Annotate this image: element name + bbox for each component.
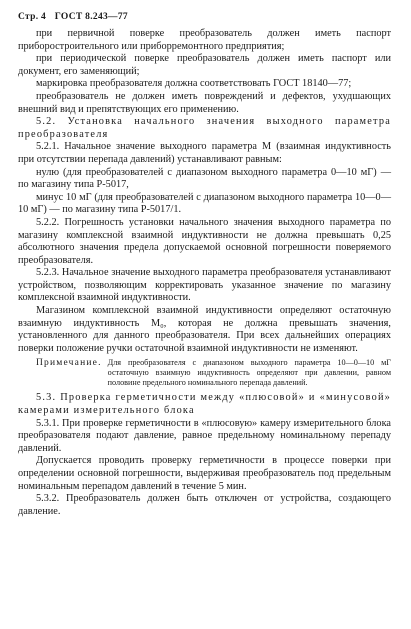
paragraph: при периодической поверке преобразователь должен иметь паспорт или документ, его заменяющий; [18, 53, 391, 77]
section-heading: 5.2. Установка начального значения выходного параметра преобразователя [18, 116, 391, 140]
paragraph: 5.3.2. Преобразователь должен быть отключен от устройства, создающего давление. [18, 493, 391, 517]
paragraph: преобразователь не должен иметь повреждений и дефектов, ухудшающих внешний вид и препятствующих его применению. [18, 90, 391, 115]
paragraph: минус 10 мГ (для преобразователей с диапазоном выходного параметра 10—0—10 мГ) — по магазину типа Р-5017/1. [18, 191, 391, 216]
note-label: Примечание. [36, 358, 102, 369]
section-heading: 5.3. Проверка герметичности между «плюсовой» и «минусовой» камерами измерительного блока [18, 392, 391, 417]
note [18, 358, 391, 388]
paragraph: нулю (для преобразователей с диапазоном выходного параметра 0—10 мГ) — по магазину типа Р-5017, [18, 166, 391, 191]
page-header [18, 12, 391, 22]
paragraph: при первичной поверке преобразователь должен иметь паспорт приборостроительного или приборремонтного предприятия; [18, 28, 391, 52]
standard-code: ГОСТ 8.243—77 [54, 12, 128, 22]
paragraph: 5.2.3. Начальное значение выходного параметра преобразователя устанавливают устройством, позволяющим корректировать указанное значение по магазину комплексной взаимной индуктивности. [18, 267, 391, 304]
paragraph: Магазином комплексной взаимной индуктивности определяют остаточную взаимную индуктивность M₀, которая не должна превышать значения, установленного для данного преобразователя. При всех дальнейших операциях поверки положение ручки остаточной взаимной индуктивности не изменяют. [18, 305, 391, 354]
page-number: Стр. 4 [18, 12, 47, 22]
paragraph: маркировка преобразователя должна соответствовать ГОСТ 18140—77; [36, 78, 352, 90]
note-text: Для преобразователя с диапазоном выходного параметра 10—0—10 мГ остаточную взаимную индуктивность определяют при давлении, равном половине предельного номинального перепада давлений. [107, 358, 391, 388]
paragraph: 5.2.2. Погрешность установки начального значения выходного параметра по магазину комплексной взаимной индуктивности не должна превышать 0,25 абсолютного значения предела допускаемой основной погрешности поверяемого преобразователя. [18, 216, 391, 266]
paragraph: 5.3.1. При проверке герметичности в «плюсовую» камеру измерительного блока преобразователя подают давление, равное предельному номинальному перепаду давлений. [18, 417, 391, 454]
paragraph: Допускается проводить проверку герметичности в процессе поверки при определении основной погрешности, выдерживая преобразователь под предельным номинальным перепадом давлений в течение 5 мин. [18, 455, 391, 492]
paragraph: 5.2.1. Начальное значение выходного параметра М (взаимная индуктивность при отсутствии перепада давлений) устанавливают равным: [18, 141, 391, 165]
